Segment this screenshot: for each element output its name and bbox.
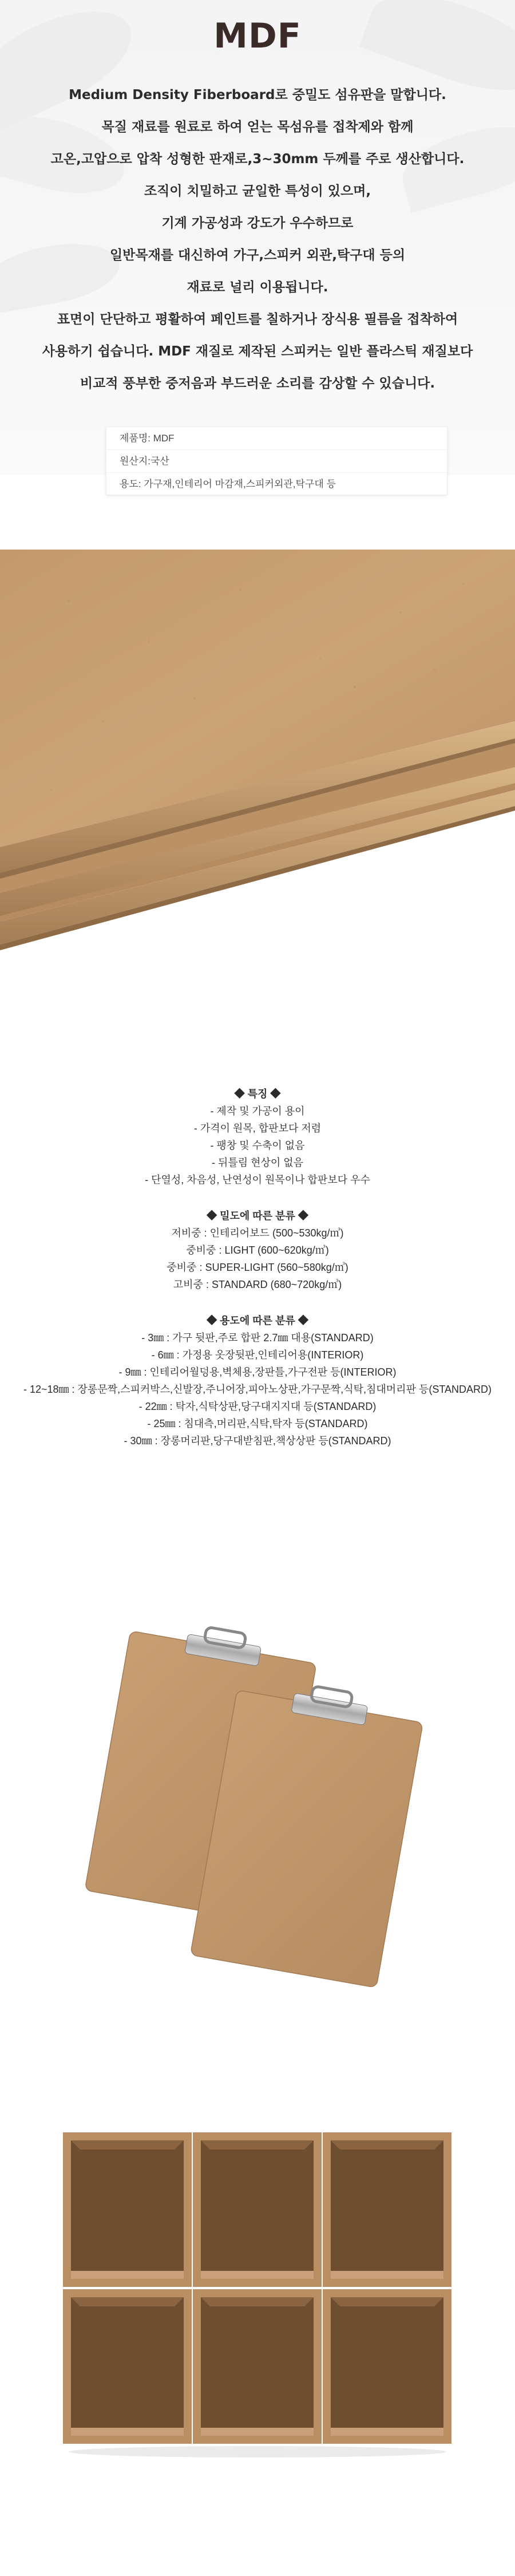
- shelf-cube: [323, 2132, 451, 2287]
- feature-item: - 제작 및 가공이 용이: [210, 1105, 305, 1117]
- spacer: [0, 1188, 515, 1207]
- feature-item: - 단열성, 차음성, 난연성이 원목이나 합판보다 우수: [145, 1174, 370, 1186]
- intro-line: 사용하기 쉽습니다. MDF 재질로 제작된 스피커는 일반 플라스틱 재질보다: [42, 344, 473, 359]
- usage-item: - 9㎜ : 인테리어월덩용,벽체용,장판틀,가구전판 등(INTERIOR): [118, 1366, 397, 1378]
- feature-item: - 팽창 및 수축이 없음: [210, 1140, 305, 1151]
- intro-line: 재료로 널리 이용됩니다.: [187, 280, 328, 295]
- spec-product: 제품명: MDF: [120, 433, 175, 444]
- spec-table: [106, 426, 447, 495]
- shelf-cube: [193, 2132, 322, 2287]
- usage-item: - 12~18㎜ : 장롱문짝,스피커박스,신발장,주니어장,피아노상판,가구문짝,식탁,침대머리판 등(STANDARD): [23, 1384, 492, 1395]
- mdf-board-photo: [0, 550, 515, 996]
- spec-row-product: [106, 427, 447, 450]
- mdf-board-illustration: [0, 550, 515, 996]
- spec-origin: 원산지:국산: [120, 456, 169, 467]
- shelf-illustration: [57, 2121, 458, 2464]
- shelf-cubes: [63, 2132, 451, 2444]
- spacer: [0, 1293, 515, 1312]
- usage-item: - 30㎜ : 장롱머리판,당구대받침판,책상상판 등(STANDARD): [124, 1435, 391, 1447]
- spec-row-usage: [106, 473, 447, 495]
- usage-item: - 22㎜ : 탁자,식탁상판,당구대지지대 등(STANDARD): [138, 1401, 377, 1412]
- usage-heading: ◆ 용도에 따른 분류 ◆: [207, 1315, 308, 1326]
- features-heading: ◆ 특징 ◆: [234, 1088, 281, 1100]
- features-section: [0, 1085, 515, 1449]
- feature-item: - 뒤틀림 현상이 없음: [211, 1157, 304, 1168]
- clipboard-illustration: [80, 1625, 435, 2002]
- density-heading: ◆ 밀도에 따른 분류 ◆: [207, 1210, 308, 1222]
- density-item: 고비중 : STANDARD (680~720kg/㎥): [173, 1279, 342, 1290]
- usage-item: - 25㎜ : 침대측,머리판,식탁,탁자 등(STANDARD): [147, 1418, 368, 1429]
- page-title: MDF: [213, 16, 302, 56]
- intro-line: Medium Density Fiberboard로 중밀도 섬유판을 말합니다.: [69, 88, 446, 102]
- shelf-photo: [57, 2121, 458, 2464]
- intro-line: 고온,고압으로 압착 성형한 판재로,3~30mm 두께를 주로 생산합니다.: [50, 152, 465, 167]
- intro-text: [23, 79, 492, 400]
- usage-item: - 6㎜ : 가정용 옷장뒷판,인테리어용(INTERIOR): [151, 1349, 364, 1361]
- feature-item: - 가격이 원목, 합판보다 저렴: [193, 1123, 322, 1134]
- density-item: 중비중 : LIGHT (600~620kg/㎥): [186, 1244, 329, 1256]
- shelf-cube: [63, 2132, 192, 2287]
- usage-item: - 3㎜ : 가구 뒷판,주로 합판 2.7㎜ 대용(STANDARD): [141, 1332, 374, 1344]
- intro-line: 기계 가공성과 강도가 우수하므로: [161, 216, 354, 231]
- density-item: 저비중 : 인테리어보드 (500~530kg/㎥): [171, 1227, 344, 1239]
- clipboard-photo: [80, 1625, 435, 2002]
- density-item: 중비중 : SUPER-LIGHT (560~580kg/㎥): [167, 1262, 348, 1273]
- spec-usage: 용도: 가구재,인테리어 마감재,스피커외관,탁구대 등: [120, 479, 336, 489]
- intro-section: [0, 0, 515, 475]
- intro-line: 조직이 치밀하고 균일한 특성이 있으며,: [144, 184, 371, 199]
- shelf-cube: [63, 2289, 192, 2444]
- spec-row-origin: [106, 450, 447, 473]
- intro-line: 일반목재를 대신하여 가구,스피커 외관,탁구대 등의: [109, 248, 406, 263]
- shelf-cube: [323, 2289, 451, 2444]
- shelf-shadow: [69, 2446, 446, 2458]
- shelf-cube: [193, 2289, 322, 2444]
- intro-line: 목질 재료를 원료로 하여 얻는 목섬유를 접착제와 함께: [101, 120, 414, 135]
- intro-line: 표면이 단단하고 평활하여 페인트를 칠하거나 장식용 필름을 접착하여: [57, 312, 458, 327]
- intro-line: 비교적 풍부한 중저음과 부드러운 소리를 감상할 수 있습니다.: [80, 376, 435, 391]
